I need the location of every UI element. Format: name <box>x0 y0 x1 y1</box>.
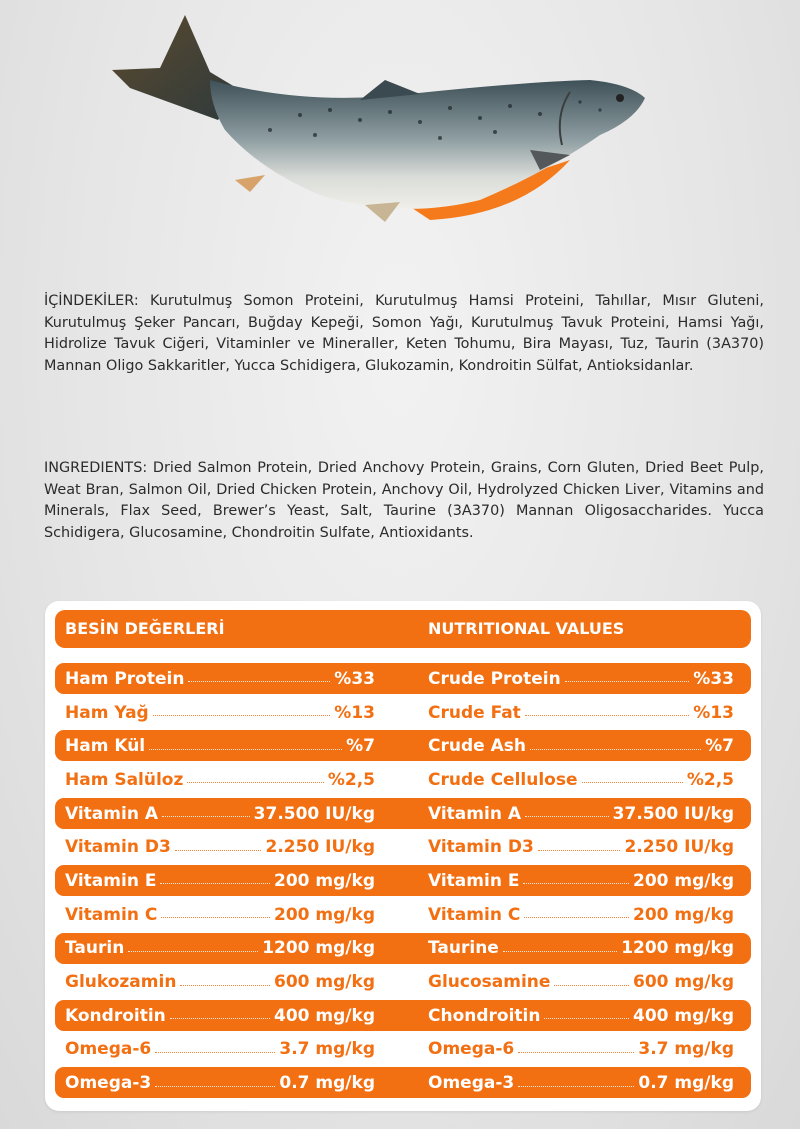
nutrient-label: Vitamin C <box>65 904 158 925</box>
nutrient-cell-en <box>428 763 734 797</box>
ingredients-english <box>44 458 764 544</box>
nutrient-cell-tr <box>65 729 375 763</box>
nutrient-cell-tr <box>65 1066 375 1100</box>
nutrient-label: Ham Protein <box>65 668 185 689</box>
nutrient-cell-tr <box>65 932 375 966</box>
nutrition-row <box>55 932 751 966</box>
nutrient-value: 1200 mg/kg <box>262 938 375 959</box>
dot-leader <box>518 1086 634 1087</box>
nutrition-row <box>55 999 751 1033</box>
header-turkish: BESİN DEĞERLERİ <box>65 619 225 638</box>
nutrient-label: Glucosamine <box>428 972 551 993</box>
nutrient-value: 200 mg/kg <box>633 870 734 891</box>
nutrient-cell-tr <box>65 999 375 1033</box>
nutrient-label: Omega-3 <box>428 1073 515 1094</box>
nutrient-cell-tr <box>65 797 375 831</box>
nutrient-value: 2.250 IU/kg <box>624 837 734 858</box>
nutrient-label: Vitamin E <box>65 870 157 891</box>
nutrient-label: Vitamin C <box>428 904 521 925</box>
dot-leader <box>155 1086 275 1087</box>
nutrient-label: Taurin <box>65 938 125 959</box>
dot-leader <box>523 883 629 884</box>
nutrient-label: Glukozamin <box>65 972 177 993</box>
ingredients-english-text: Dried Salmon Protein, Dried Anchovy Protein, Grains, Corn Gluten, Dried Beet Pulp, Weat Bran, Salmon Oil, Dried Chicken Protein, Anchovy Oil, Hydrolyzed Chicken Liver, Vitamins and Minerals, Flax Seed, Brewer’s Yeast, Salt, Taurine (3A370) Mannan Oligosaccharides. Yucca Schidigera, Glucosamine, Chondroitin Sulfate, Antioxidants. <box>44 460 764 541</box>
nutrient-value: %7 <box>705 736 734 757</box>
ingredients-turkish-text: Kurutulmuş Somon Proteini, Kurutulmuş Hamsi Proteini, Tahıllar, Mısır Gluteni, Kurutulmuş Şeker Pancarı, Buğday Kepeği, Somon Yağı, Kurutulmuş Tavuk Proteini, Hamsi Yağı, Hidrolize Tavuk Ciğeri, Vitaminler ve Mineraller, Keten Tohumu, Bira Mayası, Tuz, Taurin (3A370) Mannan Oligo Sakkaritler, Yucca Schidigera, Glukozamin, Kondroitin Sülfat, Antioksidanlar. <box>44 293 764 374</box>
nutrition-panel <box>45 601 761 1111</box>
dot-leader <box>155 1052 275 1053</box>
nutrient-label: Vitamin D3 <box>65 837 171 858</box>
nutrient-value: 37.500 IU/kg <box>612 803 734 824</box>
nutrient-label: Kondroitin <box>65 1005 166 1026</box>
nutrient-value: %33 <box>334 668 375 689</box>
salmon-illustration <box>100 10 660 235</box>
dot-leader <box>525 816 609 817</box>
nutrient-value: %2,5 <box>327 769 375 790</box>
nutrient-label: Crude Cellulose <box>428 769 578 790</box>
ingredients-english-lead: INGREDIENTS: <box>44 460 148 476</box>
nutrient-value: 200 mg/kg <box>274 870 375 891</box>
nutrient-label: Vitamin A <box>428 803 522 824</box>
nutrition-row <box>55 830 751 864</box>
nutrient-label: Omega-6 <box>428 1039 515 1060</box>
dot-leader <box>554 985 629 986</box>
nutrition-row <box>55 797 751 831</box>
nutrient-cell-en <box>428 864 734 898</box>
nutrition-row <box>55 898 751 932</box>
dot-leader <box>187 782 323 783</box>
nutrient-value: %2,5 <box>686 769 734 790</box>
nutrient-cell-en <box>428 898 734 932</box>
nutrient-cell-en <box>428 696 734 730</box>
nutrient-label: Crude Fat <box>428 702 521 723</box>
nutrient-value: 0.7 mg/kg <box>279 1073 375 1094</box>
nutrition-row <box>55 864 751 898</box>
nutrient-label: Chondroitin <box>428 1005 541 1026</box>
dot-leader <box>180 985 270 986</box>
dot-leader <box>544 1018 629 1019</box>
nutrient-label: Ham Yağ <box>65 702 149 723</box>
ingredients-turkish-lead: İÇİNDEKİLER: <box>44 293 139 309</box>
nutrient-cell-en <box>428 1066 734 1100</box>
dot-leader <box>149 749 342 750</box>
dot-leader <box>128 951 258 952</box>
nutrient-label: Omega-6 <box>65 1039 152 1060</box>
dot-leader <box>160 883 270 884</box>
nutrient-value: 1200 mg/kg <box>621 938 734 959</box>
nutrient-value: 0.7 mg/kg <box>638 1073 734 1094</box>
nutrient-value: 400 mg/kg <box>633 1005 734 1026</box>
nutrient-label: Vitamin A <box>65 803 159 824</box>
nutrient-cell-tr <box>65 662 375 696</box>
dot-leader <box>530 749 701 750</box>
salmon-image <box>100 10 660 235</box>
nutrient-value: 200 mg/kg <box>633 904 734 925</box>
nutrient-label: Ham Kül <box>65 736 146 757</box>
dot-leader <box>170 1018 270 1019</box>
nutrient-value: 3.7 mg/kg <box>638 1039 734 1060</box>
nutrition-header <box>55 610 751 648</box>
dot-leader <box>525 715 690 716</box>
dot-leader <box>538 850 621 851</box>
nutrient-cell-en <box>428 999 734 1033</box>
nutrient-value: 600 mg/kg <box>633 972 734 993</box>
nutrient-value: 400 mg/kg <box>274 1005 375 1026</box>
nutrient-cell-en <box>428 932 734 966</box>
ingredients-turkish <box>44 291 764 377</box>
nutrient-cell-en <box>428 965 734 999</box>
nutrient-cell-tr <box>65 696 375 730</box>
nutrient-label: Vitamin E <box>428 870 520 891</box>
nutrient-label: Crude Protein <box>428 668 561 689</box>
dot-leader <box>518 1052 634 1053</box>
dot-leader <box>503 951 617 952</box>
nutrient-value: 3.7 mg/kg <box>279 1039 375 1060</box>
nutrition-row <box>55 696 751 730</box>
dot-leader <box>565 681 690 682</box>
nutrition-row <box>55 763 751 797</box>
nutrient-label: Taurine <box>428 938 499 959</box>
nutrient-value: 2.250 IU/kg <box>265 837 375 858</box>
nutrition-row <box>55 1066 751 1100</box>
nutrient-cell-en <box>428 830 734 864</box>
nutrient-value: %33 <box>693 668 734 689</box>
nutrition-rows <box>55 662 751 1100</box>
nutrient-label: Crude Ash <box>428 736 526 757</box>
dot-leader <box>524 917 629 918</box>
nutrient-cell-tr <box>65 763 375 797</box>
nutrition-row <box>55 965 751 999</box>
nutrient-value: %13 <box>693 702 734 723</box>
nutrient-label: Omega-3 <box>65 1073 152 1094</box>
nutrient-value: 600 mg/kg <box>274 972 375 993</box>
dot-leader <box>175 850 262 851</box>
nutrient-label: Ham Salüloz <box>65 769 184 790</box>
nutrient-value: 200 mg/kg <box>274 904 375 925</box>
nutrient-cell-en <box>428 729 734 763</box>
nutrient-cell-tr <box>65 864 375 898</box>
nutrition-row <box>55 1033 751 1067</box>
nutrient-cell-tr <box>65 898 375 932</box>
nutrient-cell-en <box>428 797 734 831</box>
dot-leader <box>188 681 330 682</box>
nutrient-cell-tr <box>65 830 375 864</box>
dot-leader <box>582 782 683 783</box>
nutrient-cell-tr <box>65 1033 375 1067</box>
nutrition-row <box>55 729 751 763</box>
nutrient-label: Vitamin D3 <box>428 837 534 858</box>
nutrient-value: %13 <box>334 702 375 723</box>
dot-leader <box>153 715 331 716</box>
nutrient-cell-en <box>428 1033 734 1067</box>
nutrient-value: %7 <box>346 736 375 757</box>
dot-leader <box>161 917 270 918</box>
nutrient-cell-tr <box>65 965 375 999</box>
nutrient-value: 37.500 IU/kg <box>253 803 375 824</box>
dot-leader <box>162 816 250 817</box>
nutrient-cell-en <box>428 662 734 696</box>
header-english: NUTRITIONAL VALUES <box>428 619 625 638</box>
nutrition-row <box>55 662 751 696</box>
